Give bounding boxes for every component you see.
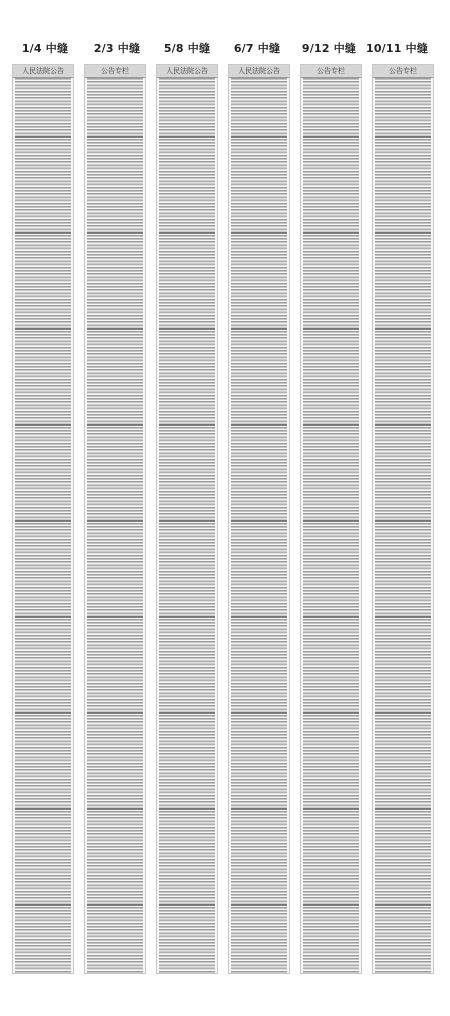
notice-strip-6-7 — [228, 64, 290, 974]
column-label-10-11: 10/11 中缝 — [365, 42, 429, 55]
notice-strip-1-4 — [12, 64, 74, 974]
column-label-5-8: 5/8 中缝 — [163, 42, 211, 55]
column-label-2-3: 2/3 中缝 — [93, 42, 141, 55]
strip-text-block — [87, 78, 143, 973]
notice-strip-2-3 — [84, 64, 146, 974]
column-labels — [0, 40, 450, 58]
strip-text-block — [375, 78, 431, 973]
notice-strip-10-11 — [372, 64, 434, 974]
notice-strip-9-12 — [300, 64, 362, 974]
strip-text-block — [15, 78, 71, 973]
strip-header: 人民法院公告 — [13, 65, 73, 78]
column-label-1-4: 1/4 中缝 — [21, 42, 69, 55]
notice-strip-5-8 — [156, 64, 218, 974]
strip-text-block — [231, 78, 287, 973]
column-label-6-7: 6/7 中缝 — [233, 42, 281, 55]
column-label-9-12: 9/12 中缝 — [301, 42, 357, 55]
strip-header: 人民法院公告 — [229, 65, 289, 78]
strip-text-block — [303, 78, 359, 973]
strip-header: 公告专栏 — [301, 65, 361, 78]
strip-header: 公告专栏 — [85, 65, 145, 78]
strip-text-block — [159, 78, 215, 973]
strip-header: 人民法院公告 — [157, 65, 217, 78]
strip-header: 公告专栏 — [373, 65, 433, 78]
